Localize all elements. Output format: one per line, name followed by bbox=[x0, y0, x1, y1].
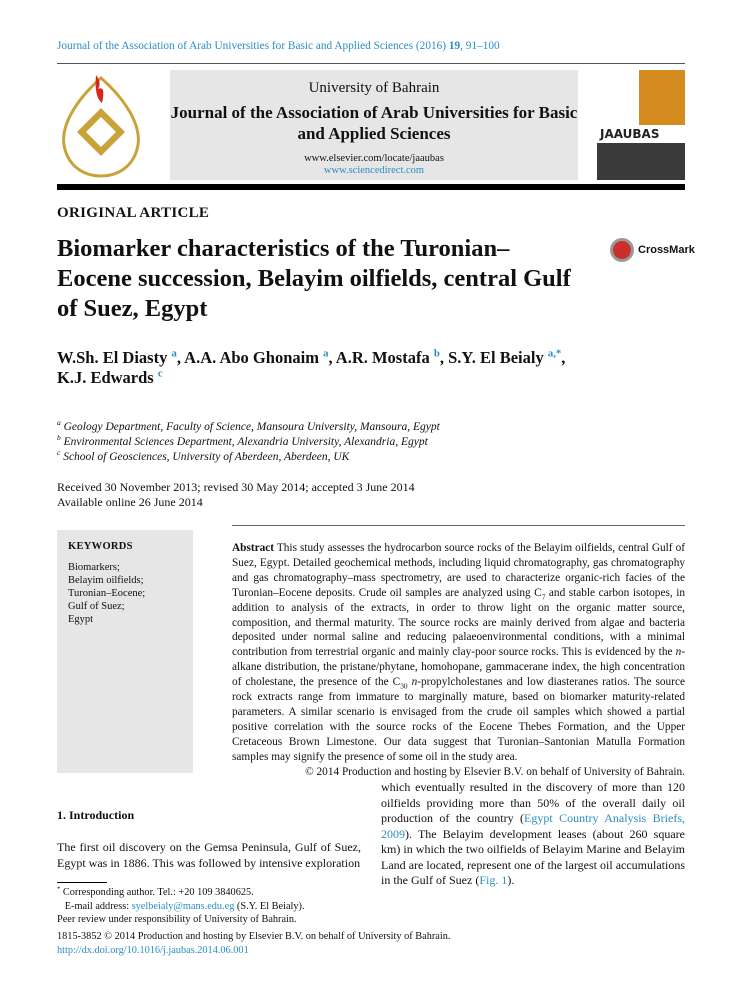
doi-link[interactable]: http://dx.doi.org/10.1016/j.jaubas.2014.06.001 bbox=[57, 945, 249, 956]
keywords-box bbox=[57, 530, 193, 773]
author-list: W.Sh. El Diasty $^a$, A.A. Abo Ghonaim $^a$, A.R. Mostafa $^b$, S.Y. El Beialy $^{a,*}$, K.J. Edwards $^c$ bbox=[57, 347, 566, 387]
keyword: Gulf of Suez; bbox=[68, 601, 125, 612]
elsevier-link[interactable]: www.elsevier.com/locate/jaaubas bbox=[304, 153, 444, 164]
keyword: Egypt bbox=[68, 614, 94, 625]
article-type: ORIGINAL ARTICLE bbox=[57, 205, 210, 221]
intro-left-paragraph: The first oil discovery on the Gemsa Peninsula, Gulf of Suez, Egypt was in 1886. This was followed by intensive exploration bbox=[57, 840, 361, 870]
email-link[interactable]: syelbeialy@mans.edu.eg bbox=[131, 900, 235, 912]
university-logo bbox=[56, 70, 146, 180]
keyword: Biomarkers; bbox=[68, 562, 120, 573]
footnotes: * Corresponding author. Tel.: +20 109 3840625. E-mail address: syelbeialy@mans.edu.eg (S.Y. El Beialy). Peer review under responsibility of University of Bahrain. bbox=[57, 885, 305, 925]
citation-link[interactable]: Egypt Country Analysis Briefs, 2009 bbox=[381, 811, 685, 841]
footnote-rule bbox=[57, 882, 107, 883]
header-rule bbox=[57, 63, 685, 64]
article-dates: Received 30 November 2013; revised 30 May 2014; accepted 3 June 2014 Available online 26 June 2014 bbox=[57, 480, 415, 509]
affiliation: $^b$ Environmental Sciences Department, Alexandria University, Alexandria, Egypt bbox=[57, 433, 428, 448]
abstract-copyright: © 2014 Production and hosting by Elsevier B.V. on behalf of University of Bahrain. bbox=[305, 765, 685, 778]
sciencedirect-link[interactable]: www.sciencedirect.com bbox=[323, 165, 425, 176]
abstract-rule bbox=[232, 525, 685, 526]
journal-header-box bbox=[170, 70, 578, 180]
affiliation: $^a$ Geology Department, Faculty of Science, Mansoura University, Mansoura, Egypt bbox=[57, 418, 440, 433]
journal-title: Journal of the Association of Arab Universities for Basic and Applied Sciences bbox=[170, 103, 578, 143]
affiliation: $^c$ School of Geosciences, University of Aberdeen, Aberdeen, UK bbox=[57, 448, 350, 463]
journal-cover-image: JAAUBAS bbox=[597, 70, 685, 180]
crossmark-button[interactable]: CrossMark bbox=[610, 238, 695, 262]
journal-citation[interactable]: Journal of the Association of Arab Universities for Basic and Applied Sciences (2016) 19, 91–100 bbox=[57, 40, 500, 52]
university-name: University of Bahrain bbox=[308, 80, 440, 96]
section-heading: 1. Introduction bbox=[57, 808, 135, 822]
keyword: Turonian–Eocene; bbox=[68, 588, 146, 599]
article-title: Biomarker characteristics of the Turonian–Eocene succession, Belayim oilfields, central Gulf of Suez, Egypt bbox=[57, 235, 571, 322]
intro-right-paragraph: which eventually resulted in the discovery of more than 120 oilfields providing more than 50% of the overall daily oil production of the country (Egypt Country Analysis Briefs, 2009). The Belayim development leases (about 260 square km) in which the two oilfields of Belayim Marine and Belayim Land are located, represent one of the largest oil accumulations in the Gulf of Suez (Fig. 1). bbox=[381, 780, 685, 887]
keywords-heading: KEYWORDS bbox=[68, 541, 133, 552]
keyword: Belayim oilfields; bbox=[68, 575, 144, 586]
figure-link[interactable]: Fig. 1 bbox=[479, 873, 508, 887]
crossmark-icon bbox=[610, 238, 634, 262]
header-bar bbox=[57, 184, 685, 190]
page-footer: 1815-3852 © 2014 Production and hosting by Elsevier B.V. on behalf of University of Bahrain. http://dx.doi.org/10.1016/j.jaubas.2014.06.001 bbox=[57, 931, 451, 956]
affiliations bbox=[57, 420, 440, 465]
abstract: Abstract This study assesses the hydrocarbon source rocks of the Belayim oilfields, central Gulf of Suez, Egypt. Detailed geochemical methods, including liquid chromatography, gas chromatography and gas chromatography–mass spectrometry, are used to characterize organic-rich facies of the Turonian–Eocene deposits. Crude oil samples are analyzed using $C_7$ and stable carbon isotopes, in addition to analysis of the extracts, in order to throw light on the organic matter source, composition, and thermal maturity. The source rocks are mainly derived from algae and bacteria deposited under normal saline and reducing palaeoenvironmental conditions, with a minimal contribution from terrestrial organic and mainly clay-poor source rocks. This is evidenced by the n-alkane distribution, the pristane/phytane, homohopane, gammacerane index, the high concentration of cholestane, the presence of the $C_{30}$ n-propylcholestanes and low diasteranes ratios. The source rock extracts range from immature to marginally mature, based on biomarker maturity-related parameters. A similar scenario is envisaged from the crude oil samples which showed a partial positive correlation with the source rocks of the Eocene Thebes Formation, and the Upper Cretaceous Brown Limestone. Our data suggest that Turonian–Santonian Matulla Formation samples may signify the presence of some oil in the study area. © 2014 Production and hosting by Elsevier B.V. on behalf of University of Bahrain. bbox=[232, 542, 685, 778]
